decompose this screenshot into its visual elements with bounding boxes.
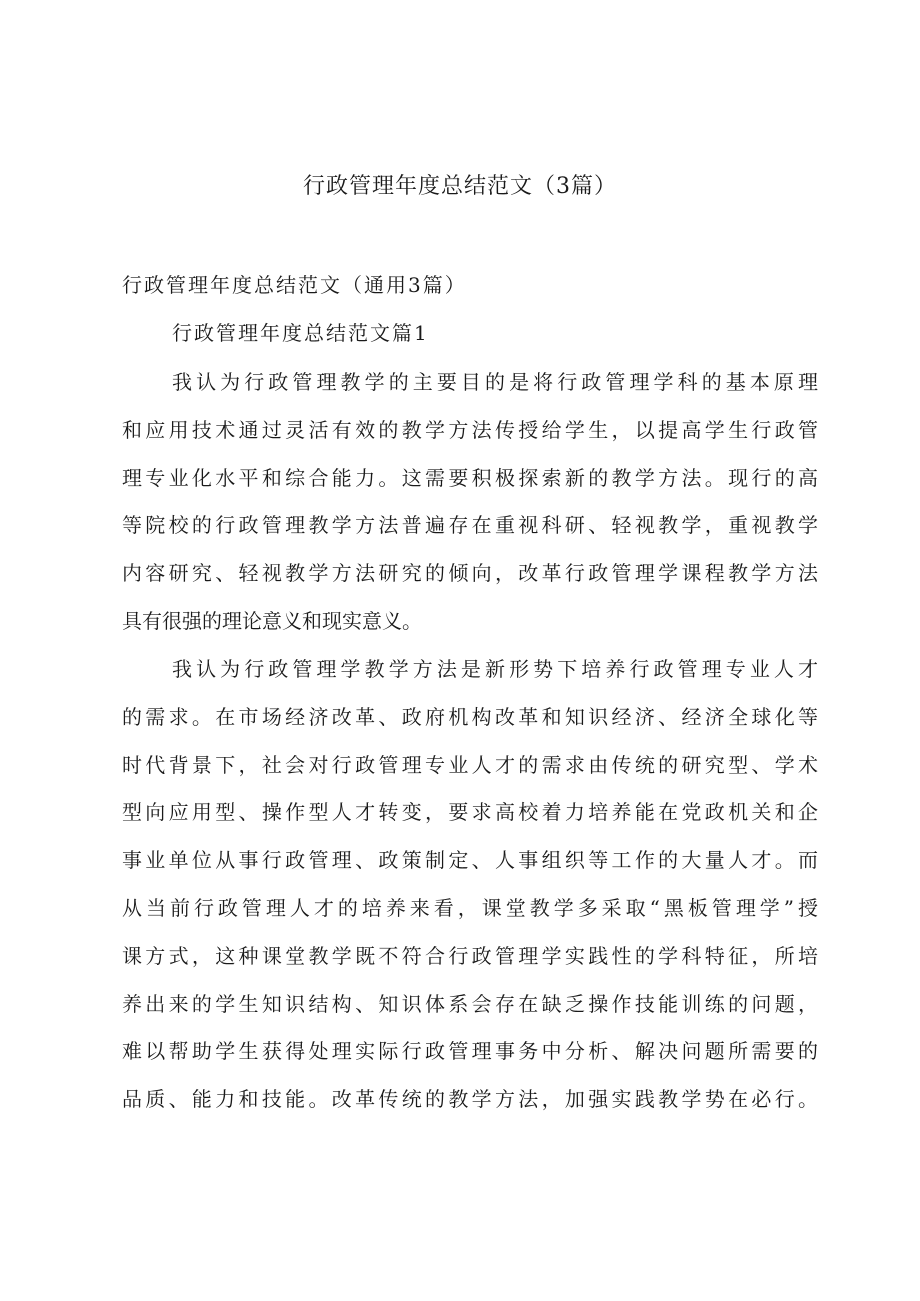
paragraph-line: 事业单位从事行政管理、政策制定、人事组织等工作的大量人才。而: [122, 848, 818, 873]
paragraph: [122, 646, 818, 1124]
paragraph-line: 理专业化水平和综合能力。这需要积极探索新的教学方法。现行的高: [122, 465, 818, 490]
document-title: 行政管理年度总结范文（3篇）: [303, 174, 617, 199]
paragraph-line: 的需求。在市场经济改革、政府机构改革和知识经济、经济全球化等: [122, 704, 818, 729]
paragraph-line: 从当前行政管理人才的培养来看，课堂教学多采取“黑板管理学”授: [122, 895, 818, 920]
section-heading: 行政管理年度总结范文篇1: [172, 321, 429, 345]
paragraph-line: 我认为行政管理教学的主要目的是将行政管理学科的基本原理: [172, 370, 818, 394]
document-subtitle: 行政管理年度总结范文（通用3篇）: [122, 273, 467, 297]
paragraph-line: 型向应用型、操作型人才转变，要求高校着力培养能在党政机关和企: [122, 800, 818, 825]
paragraph-line: 时代背景下，社会对行政管理专业人才的需求由传统的研究型、学术: [122, 752, 818, 777]
paragraph-line: 养出来的学生知识结构、知识体系会存在缺乏操作技能训练的问题，: [122, 991, 818, 1016]
paragraph-line: 品质、能力和技能。改革传统的教学方法，加强实践教学势在必行。: [122, 1087, 818, 1112]
paragraph-line: 我认为行政管理学教学方法是新形势下培养行政管理专业人才: [172, 657, 818, 681]
paragraph-line: 等院校的行政管理教学方法普遍存在重视科研、轻视教学，重视教学: [122, 513, 818, 538]
paragraph-line: 具有很强的理论意义和现实意义。: [122, 608, 422, 633]
paragraph-line: 课方式，这种课堂教学既不符合行政管理学实践性的学科特征，所培: [122, 943, 818, 968]
paragraph-line: 难以帮助学生获得处理实际行政管理事务中分析、解决问题所需要的: [122, 1039, 818, 1064]
paragraph-line: 和应用技术通过灵活有效的教学方法传授给学生，以提高学生行政管: [122, 417, 818, 442]
paragraph-line: 内容研究、轻视教学方法研究的倾向，改革行政管理学课程教学方法: [122, 561, 818, 586]
paragraph: [122, 359, 818, 646]
